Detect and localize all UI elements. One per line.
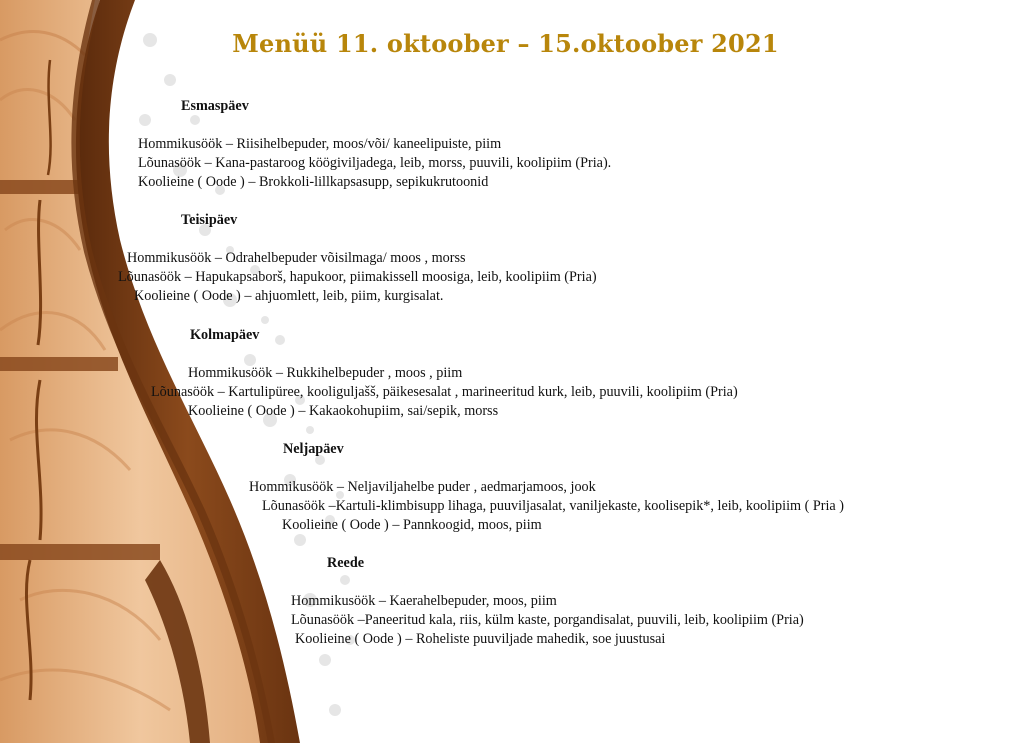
tuesday-snack: Koolieine ( Oode ) – ahjuomlett, leib, piim, kurgisalat. [134, 288, 444, 304]
day-heading-thursday: Neljapäev [283, 441, 344, 457]
menu-title: Menüü 11. oktoober – 15.oktoober 2021 [232, 29, 779, 58]
thursday-snack: Koolieine ( Oode ) – Pannkoogid, moos, piim [282, 517, 542, 533]
wednesday-lunch: Lõunasöök – Kartulipüree, kooliguljašš, päikesesalat , marineeritud kurk, leib, puuvili, koolipiim (Pria) [151, 384, 738, 400]
friday-snack: Koolieine ( Oode ) – Roheliste puuviljade mahedik, soe juustusai [295, 631, 666, 647]
monday-snack: Koolieine ( Oode ) – Brokkoli-lillkapsasupp, sepikukrutoonid [138, 174, 489, 190]
friday-lunch: Lõunasöök –Paneeritud kala, riis, külm kaste, porgandisalat, puuvili, leib, koolipiim (Pria) [291, 612, 804, 628]
thursday-lunch: Lõunasöök –Kartuli-klimbisupp lihaga, puuviljasalat, vaniljekaste, koolisepik*, leib, koolipiim ( Pria ) [262, 498, 844, 514]
wednesday-breakfast: Hommikusöök – Rukkihelbepuder , moos , piim [188, 365, 463, 381]
day-heading-monday: Esmaspäev [181, 98, 249, 114]
thursday-breakfast: Hommikusöök – Neljaviljahelbe puder , aedmarjamoos, jook [249, 479, 596, 495]
day-heading-friday: Reede [327, 555, 365, 571]
tuesday-lunch: Lõunasöök – Hapukapsaborš, hapukoor, piimakissell moosiga, leib, koolipiim (Pria) [118, 269, 597, 285]
monday-breakfast: Hommikusöök – Riisihelbepuder, moos/või/ kaneelipuiste, piim [138, 136, 502, 152]
tuesday-breakfast: Hommikusöök – Odrahelbepuder võisilmaga/ moos , morss [127, 250, 466, 266]
friday-breakfast: Hommikusöök – Kaerahelbepuder, moos, piim [291, 593, 557, 609]
day-heading-tuesday: Teisipäev [181, 212, 238, 228]
wednesday-snack: Koolieine ( Oode ) – Kakaokohupiim, sai/sepik, morss [188, 403, 499, 419]
day-heading-wednesday: Kolmapäev [190, 327, 260, 343]
monday-lunch: Lõunasöök – Kana-pastaroog köögiviljadega, leib, morss, puuvili, koolipiim (Pria). [138, 155, 612, 171]
